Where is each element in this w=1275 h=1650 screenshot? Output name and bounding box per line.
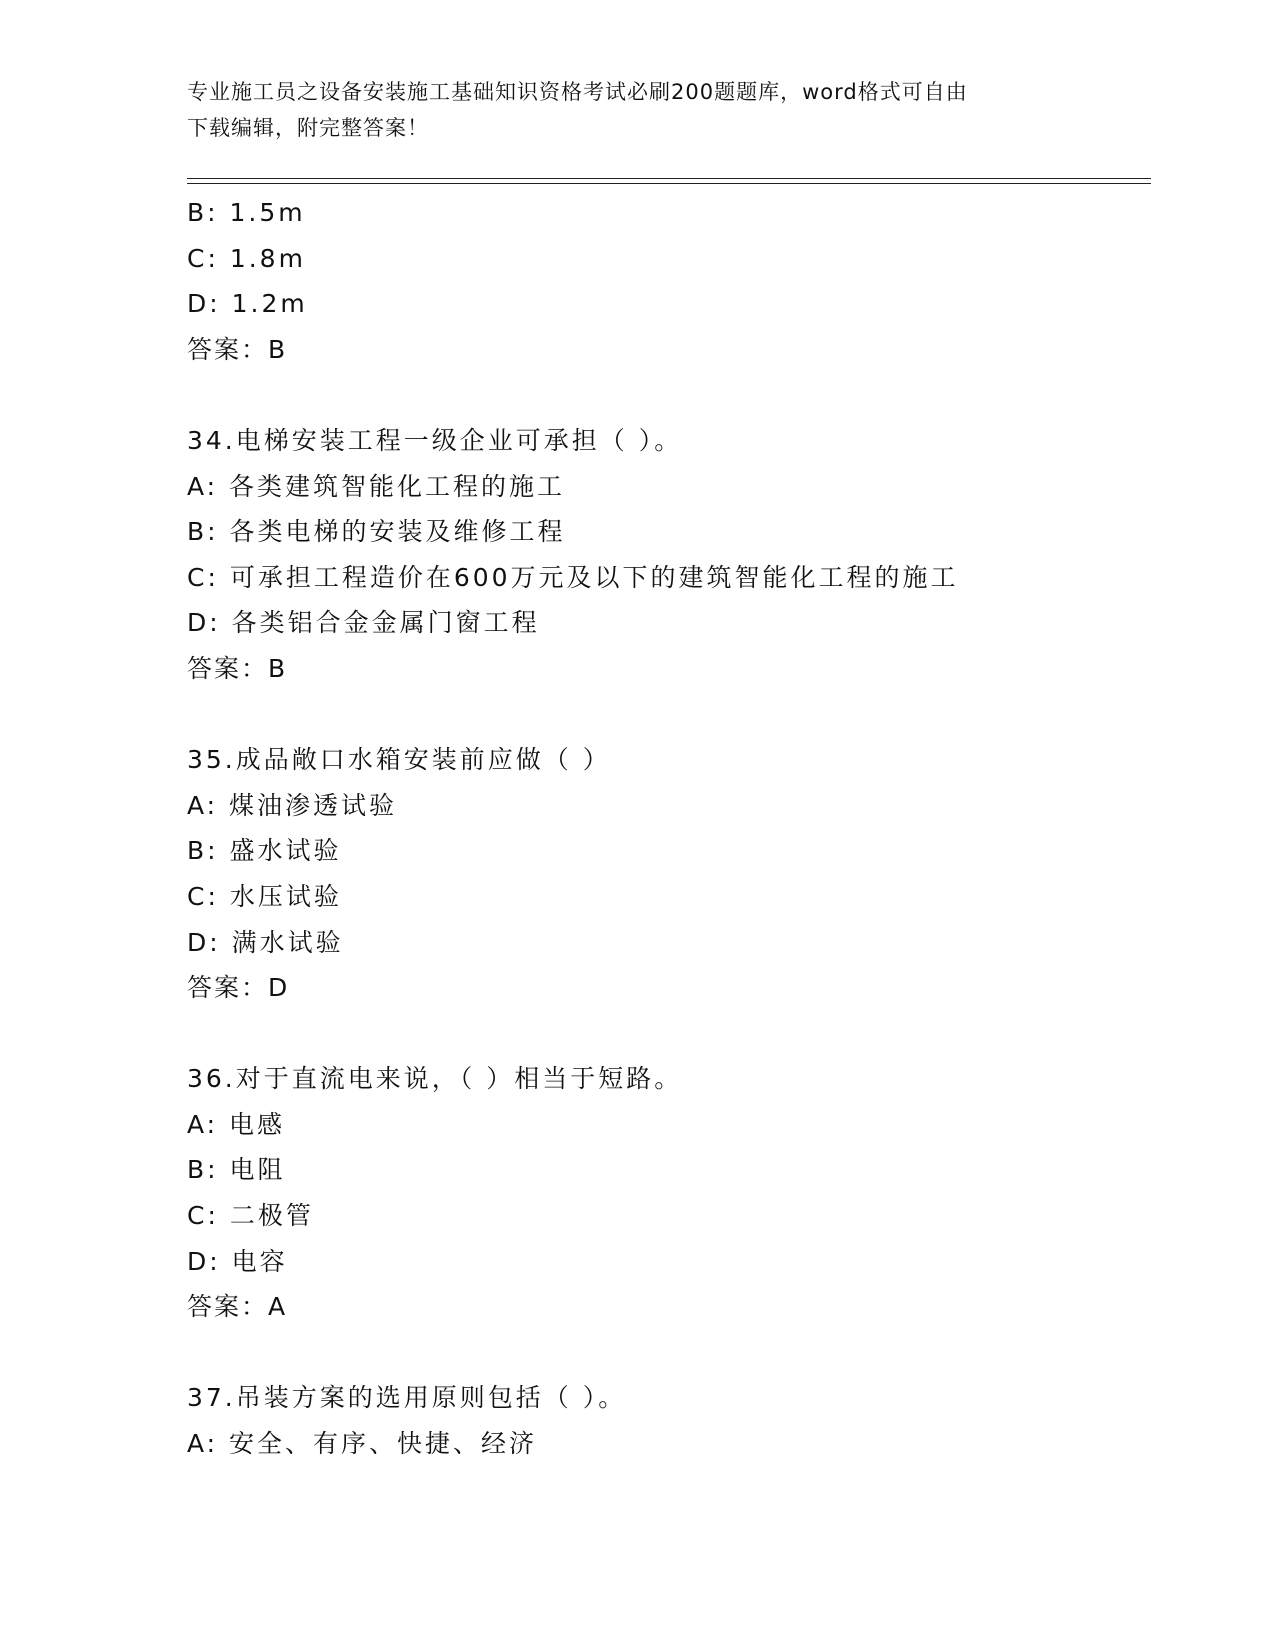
option-d: D: 各类铝合金金属门窗工程 — [187, 608, 540, 638]
spacer — [187, 692, 1147, 738]
question-stem: 34.电梯安装工程一级企业可承担（ ）。 — [187, 425, 683, 455]
answer-text: 答案：D — [187, 973, 290, 1003]
option-c: C: 1.8m — [187, 243, 306, 273]
option-a: A: 煤油渗透试验 — [187, 790, 398, 820]
option-a: A: 电感 — [187, 1109, 286, 1139]
document-header — [187, 74, 1077, 146]
option-d: D: 满水试验 — [187, 927, 344, 957]
option-a: A: 各类建筑智能化工程的施工 — [187, 471, 566, 501]
question-stem: 36.对于直流电来说，（ ）相当于短路。 — [187, 1064, 683, 1094]
answer-text: 答案：B — [187, 334, 288, 364]
option-d: D: 1.2m — [187, 289, 308, 319]
question-list — [187, 190, 1147, 1467]
option-b: B: 各类电梯的安装及维修工程 — [187, 517, 566, 547]
header-divider-bottom — [187, 183, 1151, 184]
option-c: C: 水压试验 — [187, 881, 342, 911]
header-title-line-2: 下载编辑，附完整答案！ — [187, 116, 429, 140]
spacer — [187, 372, 1147, 418]
question-35 — [187, 737, 1147, 1011]
question-33-continued — [187, 190, 1147, 372]
header-title-line-1: 专业施工员之设备安装施工基础知识资格考试必刷200题题库，word格式可自由 — [187, 80, 968, 104]
question-37 — [187, 1375, 1147, 1466]
option-c: C: 可承担工程造价在600万元及以下的建筑智能化工程的施工 — [187, 562, 959, 592]
option-c: C: 二极管 — [187, 1201, 314, 1231]
option-b: B: 电阻 — [187, 1155, 286, 1185]
spacer — [187, 1330, 1147, 1376]
question-36 — [187, 1056, 1147, 1330]
question-34 — [187, 418, 1147, 692]
answer-text: 答案：B — [187, 653, 288, 683]
spacer — [187, 1011, 1147, 1057]
header-divider-top — [187, 178, 1151, 179]
option-b: B: 盛水试验 — [187, 836, 342, 866]
option-b: B: 1.5m — [187, 198, 306, 227]
answer-text: 答案：A — [187, 1292, 288, 1322]
option-a: A: 安全、有序、快捷、经济 — [187, 1429, 538, 1459]
question-stem: 35.成品敞口水箱安装前应做（ ） — [187, 745, 611, 775]
option-d: D: 电容 — [187, 1246, 288, 1276]
question-stem: 37.吊装方案的选用原则包括（ ）。 — [187, 1383, 627, 1413]
